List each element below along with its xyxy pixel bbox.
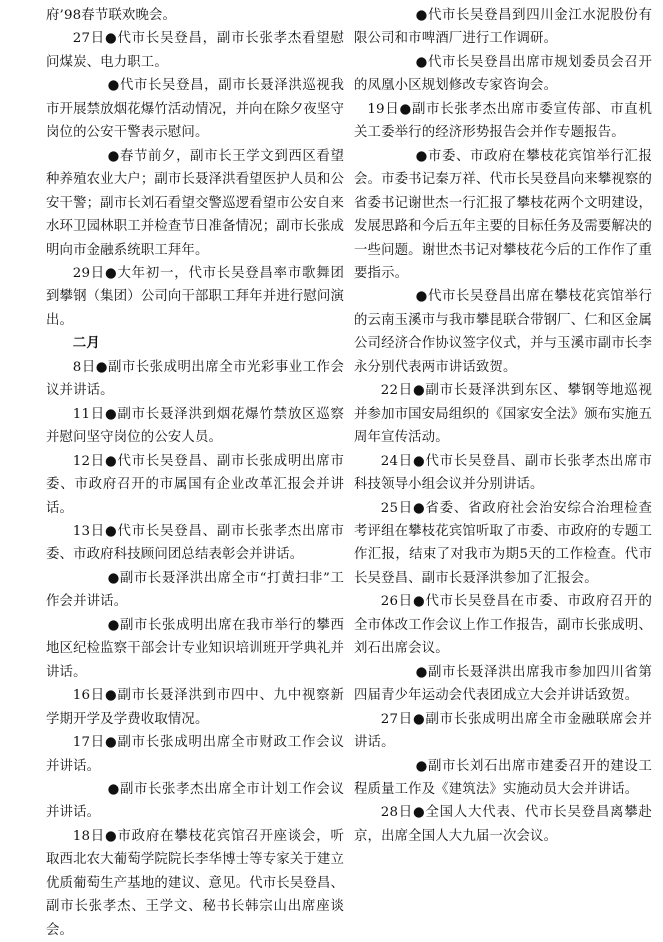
chronicle-entry: 26日●代市长吴登昌在市委、市政府召开的全市体改工作会议上作工作报告，副市长张成明、刘石出席会议。 bbox=[354, 594, 652, 657]
chronicle-entry: 27日●代市长吴登昌，副市长张孝杰看望慰问煤炭、电力职工。 bbox=[46, 31, 344, 70]
chronicle-entry: 13日●代市长吴登昌、副市长张孝杰出席市委、市政府科技顾问团总结表彰会并讲话。 bbox=[46, 523, 344, 563]
chronicle-entry: 19日●副市长张孝杰出席市委宣传部、市直机关工委举行的经济形势报告会并作专题报告。 bbox=[354, 101, 652, 141]
chronicle-entry: 24日●代市长吴登昌、副市长张孝杰出席市科技领导小组会议并分别讲话。 bbox=[354, 453, 652, 493]
month-heading: 二月 bbox=[72, 335, 100, 352]
chronicle-entry: ●代市长吴登昌出席市规划委员会召开的凤凰小区规划修改专家咨询会。 bbox=[354, 54, 652, 94]
chronicle-entry: ●副市长聂泽洪出席全市“打黄扫非”工作会并讲话。 bbox=[46, 570, 344, 610]
chronicle-entry: 28日●全国人大代表、代市长吴登昌离攀赴京，出席全国人大九届一次会议。 bbox=[354, 805, 652, 844]
chronicle-entry: ●市委、市政府在攀枝花宾馆举行汇报会。市委书记秦万祥、代市长吴登昌向来攀视察的省委书记谢世杰一行汇报了攀枝花两个文明建设，发展思路和今后五年主要的目标任务及需要解决的一些问题。谢世杰书记对攀枝花今后的工作作了重要指示。 bbox=[354, 148, 652, 281]
chronicle-entry: ●春节前夕，副市长王学文到西区看望种养殖农业大户；副市长聂泽洪看望医护人员和公安干警；副市长刘石看望交警巡逻看望市公安自来水环卫园林职工并检查节日准备情况；副市长张成明向市金融系统职工拜年。 bbox=[46, 148, 344, 258]
chronicle-entry: ●副市长刘石出席市建委召开的建设工程质量工作及《建筑法》实施动员大会并讲话。 bbox=[354, 758, 652, 797]
chronicle-entry: 18日●市政府在攀枝花宾馆召开座谈会，听取西北农大葡萄学院院长李华博士等专家关于建立优质葡萄生产基地的建议、意见。代市长吴登昌、副市长张孝杰、王学文、秘书长韩宗山出席座谈会。 bbox=[46, 828, 344, 938]
chronicle-entry: 11日●副市长聂泽洪到烟花爆竹禁放区巡察并慰问坚守岗位的公安人员。 bbox=[46, 406, 344, 446]
left-column bbox=[46, 4, 344, 942]
chronicle-entry: ●副市长张孝杰出席全市计划工作会议并讲话。 bbox=[46, 781, 344, 821]
chronicle-entry: 8日●副市长张成明出席全市光彩事业工作会议并讲话。 bbox=[46, 359, 344, 399]
chronicle-entry: ●副市长张成明出席在我市举行的攀西地区纪检监察干部会计专业知识培训班开学典礼并讲话。 bbox=[46, 617, 344, 680]
chronicle-entry: 16日●副市长聂泽洪到市四中、九中视察新学期开学及学费收取情况。 bbox=[46, 688, 344, 727]
chronicle-entry: ●副市长聂泽洪出席我市参加四川省第四届青少年运动会代表团成立大会并讲话致贺。 bbox=[354, 664, 652, 704]
chronicle-entry: ●代市长吴登昌，副市长聂泽洪巡视我市开展禁放烟花爆竹活动情况，并向在除夕夜坚守岗位的公安干警表示慰问。 bbox=[46, 78, 344, 141]
right-column bbox=[354, 4, 652, 848]
chronicle-entry: 17日●副市长张成明出席全市财政工作会议并讲话。 bbox=[46, 735, 344, 774]
chronicle-entry: 27日●副市长张成明出席全市金融联席会并讲话。 bbox=[354, 711, 652, 751]
chronicle-entry: 29日●大年初一，代市长吴登昌率市歌舞团到攀钢（集团）公司向干部职工拜年并进行慰问演出。 bbox=[46, 265, 344, 328]
chronicle-entry: 府’98春节联欢晚会。 bbox=[46, 8, 177, 23]
chronicle-entry: 12日●代市长吴登昌、副市长张成明出席市委、市政府召开的市属国有企业改革汇报会并讲话。 bbox=[46, 453, 344, 516]
chronicle-entry: 22日●副市长聂泽洪到东区、攀钢等地巡视并参加市国安局组织的《国家安全法》颁布实施五周年宣传活动。 bbox=[354, 383, 652, 446]
chronicle-entry: 25日●省委、省政府社会治安综合治理检查考评组在攀枝花宾馆听取了市委、市政府的专题工作汇报，结束了对我市为期5天的工作检查。代市长吴登昌、副市长聂泽洪参加了汇报会。 bbox=[354, 500, 652, 586]
chronicle-entry: ●代市长吴登昌出席在攀枝花宾馆举行的云南玉溪市与我市攀昆联合带钢厂、仁和区金属公司经济合作协议签字仪式，并与玉溪市副市长李永分别代表两市讲话致贺。 bbox=[354, 289, 652, 375]
chronicle-entry: ●代市长吴登昌到四川金江水泥股份有限公司和市啤酒厂进行工作调研。 bbox=[354, 8, 652, 47]
